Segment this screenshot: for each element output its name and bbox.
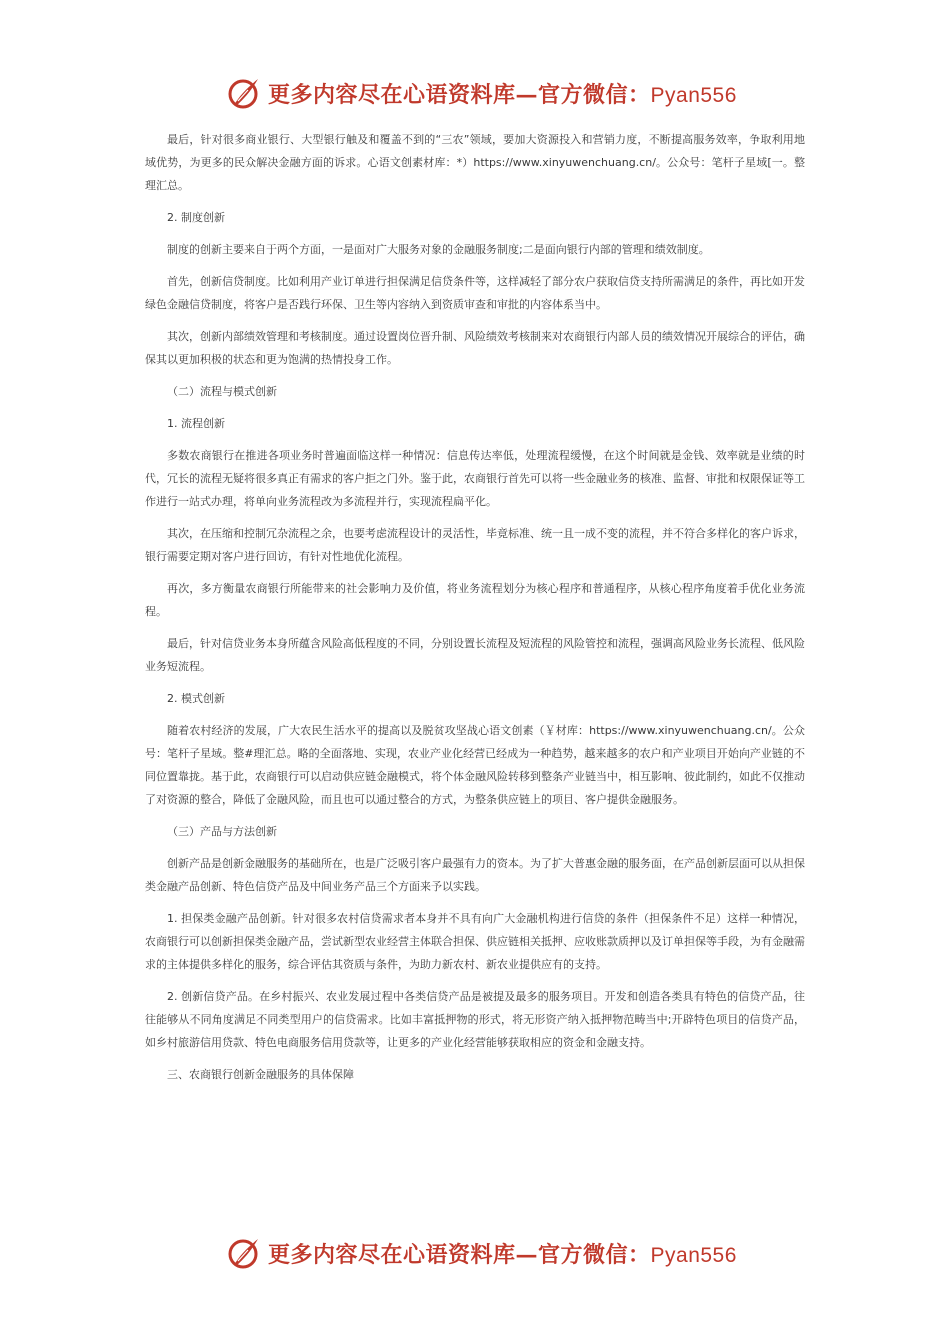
- banner-text: 更多内容尽在心语资料库—官方微信：Pyan556: [268, 1241, 737, 1268]
- quill-logo-icon: [226, 1235, 262, 1271]
- paragraph: 其次，在压缩和控制冗杂流程之余，也要考虑流程设计的灵活性，毕竟标准、统一且一成不变的流程，并不符合多样化的客户诉求，银行需要定期对客户进行回访，有针对性地优化流程。: [145, 527, 805, 563]
- paragraph: 其次，创新内部绩效管理和考核制度。通过设置岗位晋升制、风险绩效考核制来对农商银行内部人员的绩效情况开展综合的评估，确保其以更加积极的状态和更为饱满的热情投身工作。: [145, 330, 805, 366]
- section-heading: 三、农商银行创新金融服务的具体保障: [167, 1068, 354, 1081]
- paragraph: 制度的创新主要来自于两个方面，一是面对广大服务对象的金融服务制度;二是面向银行内部的管理和绩效制度。: [167, 243, 710, 256]
- header-banner: [226, 73, 737, 113]
- section-heading: 2. 制度创新: [167, 211, 225, 224]
- footer-banner: [226, 1233, 737, 1273]
- paragraph: 随着农村经济的发展，广大农民生活水平的提高以及脱贫攻坚战心语文创素（￥材库：https://www.xinyuwenchuang.cn/。公众号：笔杆子星域。整#理汇总。略的全面落地、实现，农业产业化经营已经成为一种趋势，越来越多的农户和产业项目开始向产业链的不同位置靠拢。基于此，农商银行可以启动供应链金融模式，将个体金融风险转移到整条产业链当中，相互影响、彼此制约，如此不仅推动了对资源的整合，降低了金融风险，而且也可以通过整合的方式，为整条供应链上的项目、客户提供金融服务。: [145, 724, 805, 806]
- paragraph: 创新产品是创新金融服务的基础所在，也是广泛吸引客户最强有力的资本。为了扩大普惠金融的服务面，在产品创新层面可以从担保类金融产品创新、特色信贷产品及中间业务产品三个方面来予以实践。: [145, 857, 805, 893]
- banner-text: 更多内容尽在心语资料库—官方微信：Pyan556: [268, 81, 737, 108]
- paragraph: 2. 创新信贷产品。在乡村振兴、农业发展过程中各类信贷产品是被提及最多的服务项目。开发和创造各类具有特色的信贷产品，往往能够从不同角度满足不同类型用户的信贷需求。比如丰富抵押物的形式，将无形资产纳入抵押物范畴当中;开辟特色项目的信贷产品，如乡村旅游信用贷款、特色电商服务信用贷款等，让更多的产业化经营能够获取相应的资金和金融支持。: [145, 990, 805, 1049]
- section-heading: （二）流程与模式创新: [167, 385, 277, 398]
- paragraph: 再次，多方衡量农商银行所能带来的社会影响力及价值，将业务流程划分为核心程序和普通程序，从核心程序角度着手优化业务流程。: [145, 582, 805, 618]
- banner-wechat-id: Pyan556: [650, 83, 737, 107]
- section-heading: （三）产品与方法创新: [167, 825, 277, 838]
- banner-wechat-id: Pyan556: [650, 1243, 737, 1267]
- section-heading: 2. 模式创新: [167, 692, 225, 705]
- quill-logo-icon: [226, 75, 262, 111]
- section-heading: 1. 流程创新: [167, 417, 225, 430]
- paragraph: 最后，针对很多商业银行、大型银行触及和覆盖不到的“三农”领域，要加大资源投入和营销力度，不断提高服务效率，争取利用地域优势，为更多的民众解决金融方面的诉求。心语文创素材库：*）https://www.xinyuwenchuang.cn/。公众号：笔杆子星域[一。整理汇总。: [145, 133, 805, 192]
- paragraph: 最后，针对信贷业务本身所蕴含风险高低程度的不同，分别设置长流程及短流程的风险管控和流程，强调高风险业务长流程、低风险业务短流程。: [145, 637, 805, 673]
- document-body: [145, 128, 805, 1095]
- paragraph: 首先，创新信贷制度。比如利用产业订单进行担保满足信贷条件等，这样减轻了部分农户获取信贷支持所需满足的条件，再比如开发绿色金融信贷制度，将客户是否践行环保、卫生等内容纳入到资质审查和审批的内容体系当中。: [145, 275, 805, 311]
- paragraph: 多数农商银行在推进各项业务时普遍面临这样一种情况：信息传达率低，处理流程缓慢，在这个时间就是金钱、效率就是业绩的时代，冗长的流程无疑将很多真正有需求的客户拒之门外。鉴于此，农商银行首先可以将一些金融业务的核准、监督、审批和权限保证等工作进行一站式办理，将单向业务流程改为多流程并行，实现流程扁平化。: [145, 449, 805, 508]
- paragraph: 1. 担保类金融产品创新。针对很多农村信贷需求者本身并不具有向广大金融机构进行信贷的条件（担保条件不足）这样一种情况，农商银行可以创新担保类金融产品，尝试新型农业经营主体联合担保、供应链相关抵押、应收账款质押以及订单担保等手段，为有金融需求的主体提供多样化的服务，综合评估其资质与条件，为助力新农村、新农业提供应有的支持。: [145, 912, 805, 971]
